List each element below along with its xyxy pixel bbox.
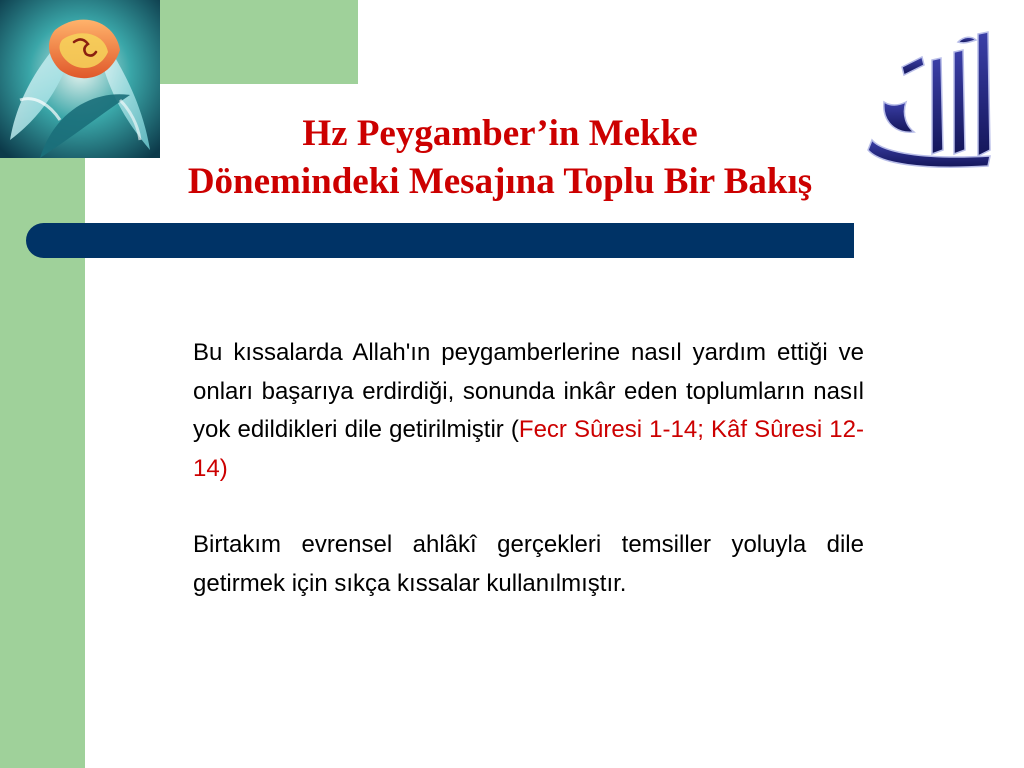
- paragraph-1-text: Bu kıssalarda Allah'ın peygamberlerine nasıl yardım ettiği ve onları başarıya erdirdiği, sonunda inkâr eden toplumların nasıl yok edildikleri dile getirilmiştir (: [193, 339, 864, 443]
- paragraph-2-text: Birtakım evrensel ahlâkî gerçekleri temsiller yoluyla dile getirmek için sıkça kıssalar kullanılmıştır.: [193, 531, 864, 597]
- body-content: [193, 334, 864, 603]
- paragraph-2: [193, 526, 864, 603]
- title-line-2: Dönemindeki Mesajına Toplu Bir Bakış: [187, 161, 813, 202]
- title-divider-bar: [26, 223, 854, 258]
- title-line-1: Hz Peygamber’in Mekke: [302, 113, 698, 154]
- paragraph-1: [193, 334, 864, 488]
- slide-title: [100, 110, 900, 206]
- paragraph-1-reference: Fecr Sûresi 1-14; Kâf Sûresi 12-14): [193, 416, 864, 482]
